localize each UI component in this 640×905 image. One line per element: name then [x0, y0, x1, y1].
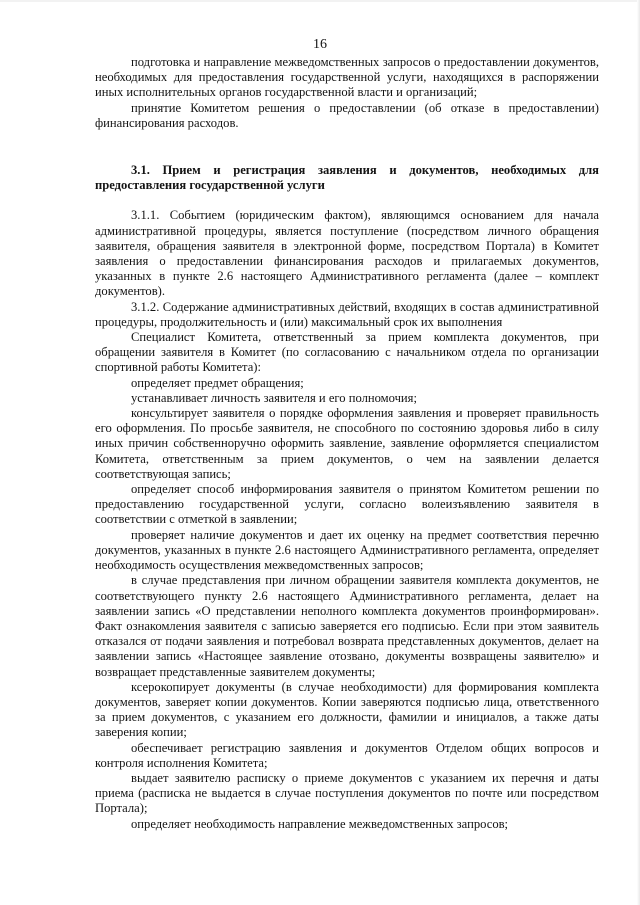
body-paragraph: обеспечивает регистрацию заявления и документов Отделом общих вопросов и контроля исполнения Комитета; — [95, 740, 599, 770]
body-paragraph: в случае представления при личном обращении заявителя комплекта документов, не соответствующего пункту 2.6 настоящего Административного регламента, делает на заявлении запись «О представлении неполного комплекта документов проинформирован». Факт ознакомления заявителя с записью заверяется его подписью. Если при этом заявитель отказался от подачи заявления и потребовал возврата представленных документов, делает на заявлении запись «Настоящее заявление отозвано, документы возвращены заявителю» и возвращает представленные заявителем документы; — [95, 573, 599, 679]
body-paragraph: ксерокопирует документы (в случае необходимости) для формирования комплекта документов, заверяет копии документов. Копии заверяются подписью лица, ответственного за прием документов, с указанием его должности, фамилии и инициалов, а также даты заверения копии; — [95, 679, 599, 740]
body-paragraph: Специалист Комитета, ответственный за прием комплекта документов, при обращении заявителя в Комитет (по согласованию с начальником отдела по организации спортивной работы Комитета): — [95, 330, 599, 375]
body-paragraph: консультирует заявителя о порядке оформления заявления и проверяет правильность его оформления. По просьбе заявителя, не способного по состоянию здоровья либо в силу иных причин собственноручно оформить заявление, заявление оформляется специалистом Комитета, ответственным за прием документов, о чем на заявлении делается соответствующая запись; — [95, 406, 599, 481]
section-heading: 3.1. Прием и регистрация заявления и документов, необходимых для предоставления государственной услуги — [95, 163, 599, 193]
document-body — [95, 55, 599, 832]
body-paragraph: устанавливает личность заявителя и его полномочия; — [131, 390, 417, 405]
body-paragraph: 3.1.1. Событием (юридическим фактом), являющимся основанием для начала административной процедуры, является поступление (посредством личного обращения заявителя, обращения заявителя в электронной форме, посредством Портала) в Комитет заявления о предоставлении финансирования расходов и прилагаемых документов, указанных в пункте 2.6 настоящего Административного регламента (далее – комплект документов). — [95, 208, 599, 299]
body-paragraph: определяет предмет обращения; — [131, 375, 304, 390]
body-paragraph: определяет способ информирования заявителя о принятом Комитетом решении по предоставлению государственной услуги, согласно волеизъявлению заявителя в соответствии с отметкой в заявлении; — [95, 482, 599, 527]
intro-paragraph: подготовка и направление межведомственных запросов о предоставлении документов, необходимых для предоставления государственной услуги, находящихся в распоряжении иных исполнительных органов государственной власти и организаций; — [95, 55, 599, 100]
page-number: 16 — [313, 37, 327, 52]
intro-paragraph: принятие Комитетом решения о предоставлении (об отказе в предоставлении) финансирования расходов. — [95, 100, 599, 130]
scan-top-edge — [0, 0, 640, 2]
body-paragraph: 3.1.2. Содержание административных действий, входящих в состав административной процедуры, продолжительность и (или) максимальный срок их выполнения — [95, 299, 599, 329]
body-paragraph: проверяет наличие документов и дает их оценку на предмет соответствия перечню документов, указанных в пункте 2.6 настоящего Административного регламента, определяет необходимость осуществления межведомственных запросов; — [95, 527, 599, 573]
body-paragraph: выдает заявителю расписку о приеме документов с указанием их перечня и даты приема (расписка не выдается в случае поступления документов по почте или посредством Портала); — [95, 770, 599, 816]
body-paragraph: определяет необходимость направление межведомственных запросов; — [131, 816, 509, 831]
